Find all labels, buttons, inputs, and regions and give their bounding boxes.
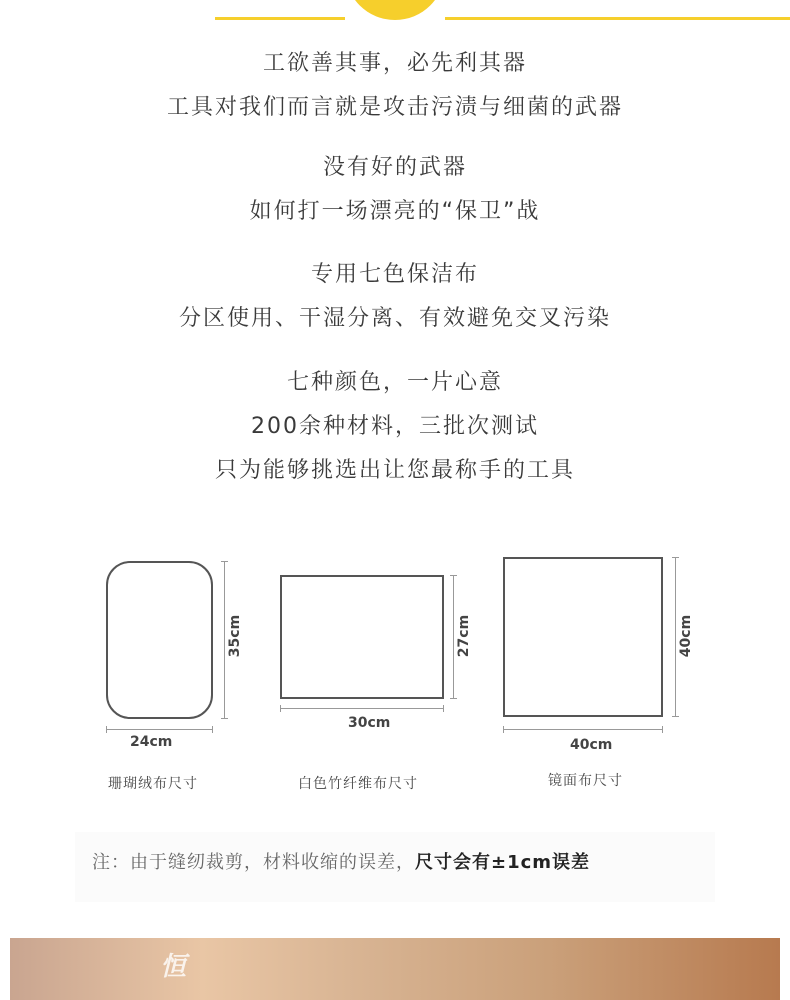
intro-line: 200余种材料，三批次测试: [251, 414, 539, 439]
intro-line: 如何打一场漂亮的“保卫”战: [249, 199, 541, 224]
dimension-tick: [221, 718, 228, 719]
intro-line: 工具对我们而言就是攻击污渍与细菌的武器: [166, 95, 623, 120]
brand-watermark-logo: 恒: [160, 952, 187, 982]
intro-paragraph-2: [0, 146, 790, 234]
width-label: 30cm: [348, 715, 391, 731]
dimension-tick: [443, 705, 444, 712]
dimension-tick: [450, 698, 457, 699]
intro-line: 专用七色保洁布: [310, 262, 479, 287]
header-divider-left: [215, 17, 345, 20]
height-label: 40cm: [678, 614, 695, 658]
height-dimension-line: [224, 561, 225, 719]
width-dimension-line: [503, 729, 663, 730]
size-caption: 珊瑚绒布尺寸: [108, 776, 198, 792]
cloth-shape: [106, 561, 213, 719]
height-label: 27cm: [456, 614, 473, 658]
dimension-tick: [280, 705, 281, 712]
size-caption: 镜面布尺寸: [548, 773, 623, 789]
dimension-tick: [672, 716, 679, 717]
width-label: 24cm: [130, 734, 173, 750]
width-label: 40cm: [570, 737, 613, 753]
height-dimension-line: [453, 575, 454, 699]
width-dimension-line: [106, 729, 213, 730]
dimension-tick: [503, 726, 504, 733]
height-label: 35cm: [227, 614, 244, 658]
product-photo: [10, 938, 780, 1000]
dimension-tick: [450, 575, 457, 576]
intro-line: 分区使用、干湿分离、有效避免交叉污染: [178, 306, 611, 331]
intro-paragraph-3: [0, 253, 790, 341]
intro-line: 七种颜色，一片心意: [286, 370, 503, 395]
header-divider-right: [445, 17, 790, 20]
width-dimension-line: [280, 708, 444, 709]
dimension-tick: [662, 726, 663, 733]
note-emphasis: 尺寸会有±1cm误差: [415, 852, 591, 873]
intro-paragraph-1: [0, 42, 790, 130]
dimension-tick: [672, 557, 679, 558]
dimension-tick: [221, 561, 228, 562]
dimension-tick: [106, 726, 107, 733]
intro-line: 没有好的武器: [322, 155, 467, 180]
intro-paragraph-4: [0, 361, 790, 493]
size-tolerance-note: [92, 848, 590, 874]
intro-line: 只为能够挑选出让您最称手的工具: [214, 458, 575, 483]
cloth-shape: [503, 557, 663, 717]
height-dimension-line: [675, 557, 676, 717]
intro-line: 工欲善其事，必先利其器: [262, 51, 527, 76]
note-text: 注：由于缝纫裁剪，材料收缩的误差，: [92, 852, 415, 873]
cloth-shape: [280, 575, 444, 699]
dimension-tick: [212, 726, 213, 733]
section-badge: [345, 0, 445, 20]
size-caption: 白色竹纤维布尺寸: [298, 776, 418, 792]
